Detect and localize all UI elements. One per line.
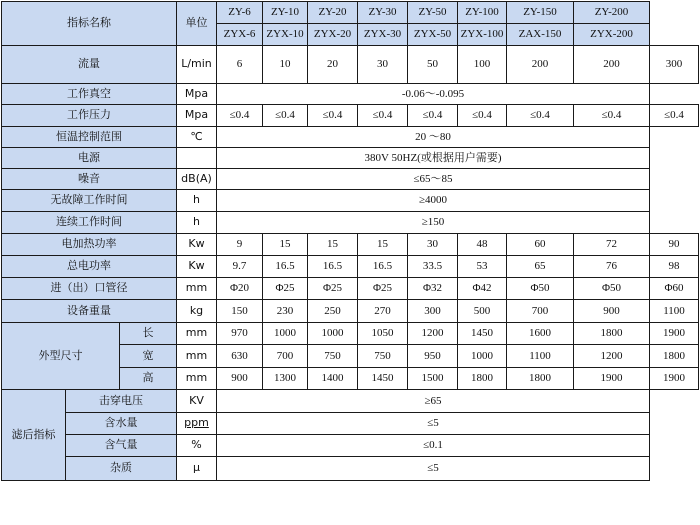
value-cell: 30 — [358, 46, 408, 84]
value-cell: 1500 — [408, 368, 458, 390]
value-cell: Φ20 — [217, 278, 263, 300]
value-cell: 1800 — [650, 345, 699, 368]
row-unit — [177, 148, 217, 169]
row-dim-length — [2, 323, 699, 345]
row-label: 击穿电压 — [66, 390, 177, 413]
value-cell: 1200 — [408, 323, 458, 345]
row-unit — [177, 413, 217, 435]
row-label: 无故障工作时间 — [2, 190, 177, 212]
value-cell: ≤0.4 — [358, 105, 408, 127]
value-cell: 15 — [308, 234, 358, 256]
model-top-cell: ZY-200 — [574, 2, 650, 24]
value-cell: 16.5 — [263, 256, 308, 278]
row-unit: Mpa — [177, 105, 217, 127]
value-cell: 230 — [263, 300, 308, 323]
row-noise — [2, 169, 699, 190]
merged-value-cell: ≥150 — [217, 212, 650, 234]
value-cell: 1300 — [263, 368, 308, 390]
value-cell: 9 — [217, 234, 263, 256]
value-cell: 10 — [263, 46, 308, 84]
row-unit: Mpa — [177, 84, 217, 105]
model-top-cell: ZY-50 — [408, 2, 458, 24]
model-top-cell: ZY-100 — [458, 2, 507, 24]
value-cell: Φ60 — [650, 278, 699, 300]
value-cell: 50 — [408, 46, 458, 84]
merged-value-cell: ≤5 — [217, 413, 650, 435]
row-unit: mm — [177, 323, 217, 345]
row-gas — [2, 435, 699, 457]
row-unit: dB(A) — [177, 169, 217, 190]
value-cell: 53 — [458, 256, 507, 278]
merged-value-cell: ≥4000 — [217, 190, 650, 212]
value-cell: 16.5 — [308, 256, 358, 278]
merged-value-cell: ≤0.1 — [217, 435, 650, 457]
value-cell: 90 — [650, 234, 699, 256]
row-pipe — [2, 278, 699, 300]
value-cell: Φ25 — [263, 278, 308, 300]
value-cell: 200 — [507, 46, 574, 84]
row-unit: % — [177, 435, 217, 457]
row-unit: mm — [177, 278, 217, 300]
value-cell: ≤0.4 — [507, 105, 574, 127]
dim-sub-label: 长 — [120, 323, 177, 345]
row-label: 总电功率 — [2, 256, 177, 278]
row-flow — [2, 46, 699, 84]
value-cell: 630 — [217, 345, 263, 368]
row-breakdown — [2, 390, 699, 413]
value-cell: 9.7 — [217, 256, 263, 278]
value-cell: ≤0.4 — [263, 105, 308, 127]
value-cell: ≤0.4 — [408, 105, 458, 127]
model-top-cell: ZY-150 — [507, 2, 574, 24]
value-cell: 750 — [358, 345, 408, 368]
value-cell: 1800 — [507, 368, 574, 390]
model-bottom-cell: ZYX-20 — [308, 24, 358, 46]
value-cell: 1050 — [358, 323, 408, 345]
model-top-cell: ZY-6 — [217, 2, 263, 24]
value-cell: 300 — [650, 46, 699, 84]
row-label: 设备重量 — [2, 300, 177, 323]
row-label: 进（出）口管径 — [2, 278, 177, 300]
value-cell: 6 — [217, 46, 263, 84]
row-label: 电源 — [2, 148, 177, 169]
merged-value-cell: ≤65～85 — [217, 169, 650, 190]
value-cell: ≤0.4 — [458, 105, 507, 127]
value-cell: 76 — [574, 256, 650, 278]
header-name-cell: 指标名称 — [2, 2, 177, 46]
value-cell: 20 — [308, 46, 358, 84]
value-cell: 1000 — [308, 323, 358, 345]
value-cell: 1450 — [358, 368, 408, 390]
row-unit: Kw — [177, 256, 217, 278]
value-cell: Φ25 — [308, 278, 358, 300]
filtered-group-label: 滤后指标 — [2, 390, 66, 481]
row-unit: h — [177, 212, 217, 234]
row-unit: kg — [177, 300, 217, 323]
spec-table — [1, 1, 699, 481]
value-cell: 700 — [263, 345, 308, 368]
value-cell: 48 — [458, 234, 507, 256]
value-cell: 1200 — [574, 345, 650, 368]
value-cell: 1000 — [458, 345, 507, 368]
row-label: 电加热功率 — [2, 234, 177, 256]
row-vacuum — [2, 84, 699, 105]
value-cell: Φ50 — [507, 278, 574, 300]
value-cell: 700 — [507, 300, 574, 323]
merged-value-cell: ≥65 — [217, 390, 650, 413]
value-cell: 15 — [358, 234, 408, 256]
row-label: 含气量 — [66, 435, 177, 457]
model-top-cell: ZY-20 — [308, 2, 358, 24]
model-bottom-cell: ZAX-150 — [507, 24, 574, 46]
value-cell: 60 — [507, 234, 574, 256]
merged-value-cell: -0.06～-0.095 — [217, 84, 650, 105]
value-cell: 1800 — [574, 323, 650, 345]
row-mtbf — [2, 190, 699, 212]
merged-value-cell: 20 ～80 — [217, 127, 650, 148]
model-bottom-cell: ZYX-200 — [574, 24, 650, 46]
row-unit: Kw — [177, 234, 217, 256]
value-cell: 500 — [458, 300, 507, 323]
value-cell: Φ42 — [458, 278, 507, 300]
value-cell: 1450 — [458, 323, 507, 345]
row-unit: KV — [177, 390, 217, 413]
value-cell: 150 — [217, 300, 263, 323]
value-cell: 900 — [574, 300, 650, 323]
row-continuous — [2, 212, 699, 234]
spec-table-container — [1, 1, 699, 481]
row-unit: μ — [177, 457, 217, 481]
row-unit: h — [177, 190, 217, 212]
value-cell: 1900 — [574, 368, 650, 390]
value-cell: 1000 — [263, 323, 308, 345]
row-temp — [2, 127, 699, 148]
model-bottom-cell: ZYX-100 — [458, 24, 507, 46]
row-unit: mm — [177, 345, 217, 368]
dim-sub-label: 高 — [120, 368, 177, 390]
value-cell: 30 — [408, 234, 458, 256]
row-label: 连续工作时间 — [2, 212, 177, 234]
value-cell: Φ50 — [574, 278, 650, 300]
row-power-supply — [2, 148, 699, 169]
row-unit: mm — [177, 368, 217, 390]
value-cell: 100 — [458, 46, 507, 84]
row-pressure — [2, 105, 699, 127]
value-cell: ≤0.4 — [574, 105, 650, 127]
value-cell: ≤0.4 — [650, 105, 699, 127]
row-label: 工作真空 — [2, 84, 177, 105]
value-cell: 1800 — [458, 368, 507, 390]
value-cell: 1600 — [507, 323, 574, 345]
value-cell: 200 — [574, 46, 650, 84]
value-cell: 65 — [507, 256, 574, 278]
model-bottom-cell: ZYX-50 — [408, 24, 458, 46]
row-water — [2, 413, 699, 435]
value-cell: 1100 — [507, 345, 574, 368]
value-cell: 72 — [574, 234, 650, 256]
value-cell: 1900 — [650, 368, 699, 390]
value-cell: 1100 — [650, 300, 699, 323]
value-cell: Φ32 — [408, 278, 458, 300]
value-cell: 33.5 — [408, 256, 458, 278]
value-cell: 270 — [358, 300, 408, 323]
value-cell: 970 — [217, 323, 263, 345]
model-bottom-cell: ZYX-10 — [263, 24, 308, 46]
header-unit-cell: 单位 — [177, 2, 217, 46]
model-top-cell: ZY-10 — [263, 2, 308, 24]
value-cell: 250 — [308, 300, 358, 323]
model-bottom-cell: ZYX-30 — [358, 24, 408, 46]
row-heating-power — [2, 234, 699, 256]
row-unit: L/min — [177, 46, 217, 84]
value-cell: 300 — [408, 300, 458, 323]
merged-value-cell: ≤5 — [217, 457, 650, 481]
model-top-cell: ZY-30 — [358, 2, 408, 24]
row-unit: ℃ — [177, 127, 217, 148]
unit-text: ppm — [184, 416, 209, 430]
row-label: 杂质 — [66, 457, 177, 481]
model-bottom-cell: ZYX-6 — [217, 24, 263, 46]
row-impurity — [2, 457, 699, 481]
row-label: 恒温控制范围 — [2, 127, 177, 148]
value-cell: 900 — [217, 368, 263, 390]
value-cell: 98 — [650, 256, 699, 278]
value-cell: ≤0.4 — [308, 105, 358, 127]
dimensions-group-label: 外型尺寸 — [2, 323, 120, 390]
row-label: 含水量 — [66, 413, 177, 435]
value-cell: 1900 — [650, 323, 699, 345]
value-cell: 16.5 — [358, 256, 408, 278]
value-cell: 1400 — [308, 368, 358, 390]
value-cell: Φ25 — [358, 278, 408, 300]
merged-value-cell: 380V 50HZ(或根据用户需要) — [217, 148, 650, 169]
row-weight — [2, 300, 699, 323]
row-total-power — [2, 256, 699, 278]
value-cell: ≤0.4 — [217, 105, 263, 127]
value-cell: 750 — [308, 345, 358, 368]
value-cell: 950 — [408, 345, 458, 368]
row-label: 噪音 — [2, 169, 177, 190]
value-cell: 15 — [263, 234, 308, 256]
header-row-top — [2, 2, 699, 24]
dim-sub-label: 宽 — [120, 345, 177, 368]
row-label: 工作压力 — [2, 105, 177, 127]
row-label: 流量 — [2, 46, 177, 84]
